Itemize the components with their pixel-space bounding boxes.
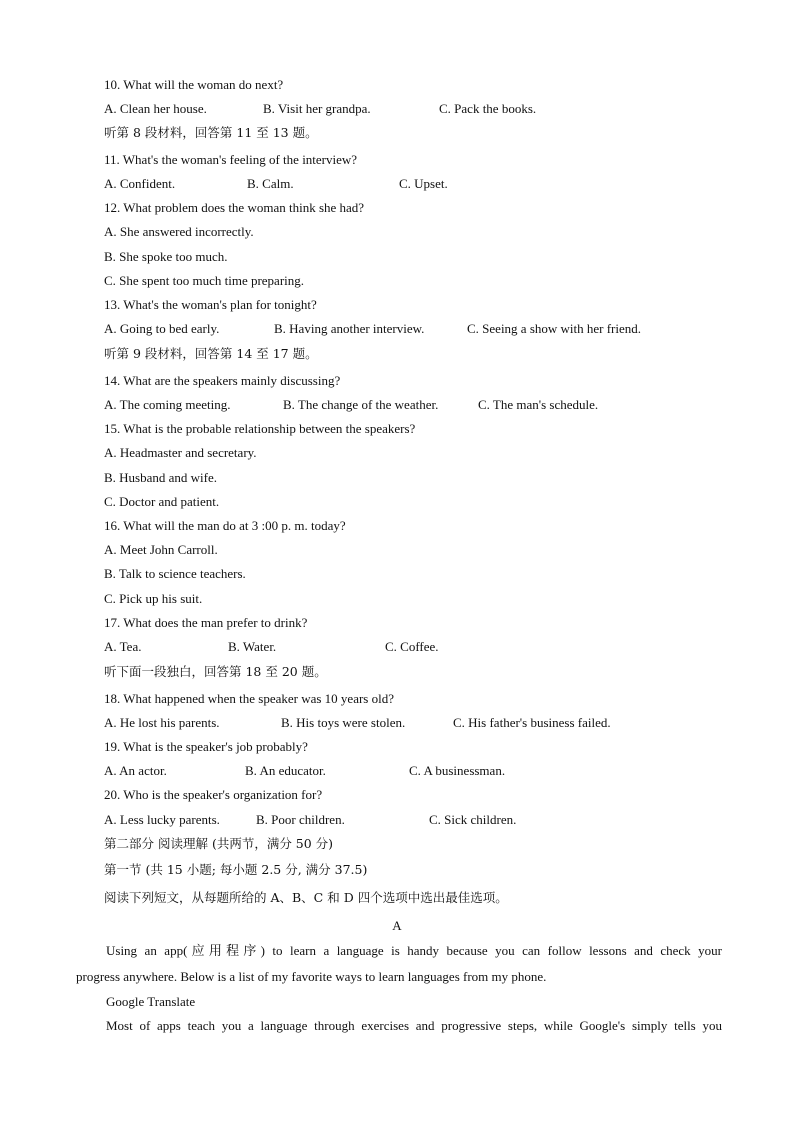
- option-b: B. Water.: [228, 639, 277, 654]
- option-c: C. She spent too much time preparing.: [104, 273, 305, 288]
- passage-label: A: [392, 918, 402, 933]
- question-14-stem: 14. What are the speakers mainly discussing?: [104, 373, 341, 388]
- question-18-options: [104, 715, 704, 731]
- option-b: B. Husband and wife.: [104, 470, 218, 485]
- option-a: A. Less lucky parents.: [104, 812, 220, 827]
- option-a: A. He lost his parents.: [104, 715, 220, 730]
- section-instruction-9: 听第 9 段材料，回答第 14 至 17 题。: [104, 346, 318, 361]
- option-b: B. Poor children.: [256, 812, 345, 827]
- question-12-stem: 12. What problem does the woman think she had?: [104, 200, 365, 215]
- option-a: A. Clean her house.: [104, 101, 207, 116]
- option-c: C. A businessman.: [409, 763, 506, 778]
- question-13-options: [104, 321, 704, 337]
- option-a: A. Headmaster and secretary.: [104, 445, 257, 460]
- option-b: B. Calm.: [247, 176, 294, 191]
- passage-paragraph-1-line-2: progress anywhere. Below is a list of my favorite ways to learn languages from my phone.: [76, 969, 547, 984]
- option-c: C. His father's business failed.: [453, 715, 611, 730]
- option-b: B. An educator.: [245, 763, 326, 778]
- passage-paragraph-2-line-1: Most of apps teach you a language through exercises and progressive steps, while Google's simply tells you: [106, 1018, 722, 1033]
- question-11-stem: 11. What's the woman's feeling of the interview?: [104, 152, 358, 167]
- question-17-stem: 17. What does the man prefer to drink?: [104, 615, 308, 630]
- section-instruction-8: 听第 8 段材料，回答第 11 至 13 题。: [104, 125, 318, 140]
- option-a: A. An actor.: [104, 763, 167, 778]
- part-two-heading: 第二部分 阅读理解 (共两节，满分 50 分): [104, 836, 334, 851]
- question-20-stem: 20. Who is the speaker's organization for?: [104, 787, 323, 802]
- question-14-options: [104, 397, 704, 413]
- reading-instruction: 阅读下列短文，从每题所给的 A、B、C 和 D 四个选项中选出最佳选项。: [104, 890, 508, 905]
- question-15-stem: 15. What is the probable relationship between the speakers?: [104, 421, 416, 436]
- option-b: B. Talk to science teachers.: [104, 566, 246, 581]
- option-a: A. Confident.: [104, 176, 176, 191]
- option-b: B. His toys were stolen.: [281, 715, 406, 730]
- option-c: C. Pick up his suit.: [104, 591, 203, 606]
- question-20-options: [104, 812, 704, 828]
- option-a: A. She answered incorrectly.: [104, 224, 254, 239]
- question-10-stem: 10. What will the woman do next?: [104, 77, 284, 92]
- section-instruction-10: 听下面一段独白，回答第 18 至 20 题。: [104, 664, 327, 679]
- option-c: C. Upset.: [399, 176, 448, 191]
- option-a: A. Going to bed early.: [104, 321, 220, 336]
- option-c: C. Sick children.: [429, 812, 517, 827]
- option-a: A. The coming meeting.: [104, 397, 231, 412]
- question-18-stem: 18. What happened when the speaker was 10 years old?: [104, 691, 394, 706]
- section-one-heading: 第一节 (共 15 小题; 每小题 2.5 分, 满分 37.5): [104, 862, 368, 877]
- question-10-options: [104, 101, 704, 117]
- passage-paragraph-1-line-1: Using an app(应用程序) to learn a language is handy because you can follow lessons and check your: [106, 943, 722, 958]
- question-16-stem: 16. What will the man do at 3 :00 p. m. today?: [104, 518, 346, 533]
- option-a: A. Meet John Carroll.: [104, 542, 218, 557]
- option-b: B. She spoke too much.: [104, 249, 228, 264]
- question-19-options: [104, 763, 704, 779]
- option-c: C. Pack the books.: [439, 101, 537, 116]
- question-19-stem: 19. What is the speaker's job probably?: [104, 739, 308, 754]
- question-13-stem: 13. What's the woman's plan for tonight?: [104, 297, 317, 312]
- option-b: B. Having another interview.: [274, 321, 425, 336]
- option-b: B. The change of the weather.: [283, 397, 439, 412]
- option-a: A. Tea.: [104, 639, 142, 654]
- passage-subheading: Google Translate: [106, 994, 196, 1009]
- question-17-options: [104, 639, 704, 655]
- option-c: C. Coffee.: [385, 639, 439, 654]
- question-11-options: [104, 176, 704, 192]
- option-b: B. Visit her grandpa.: [263, 101, 371, 116]
- option-c: C. The man's schedule.: [478, 397, 599, 412]
- option-c: C. Doctor and patient.: [104, 494, 220, 509]
- option-c: C. Seeing a show with her friend.: [467, 321, 642, 336]
